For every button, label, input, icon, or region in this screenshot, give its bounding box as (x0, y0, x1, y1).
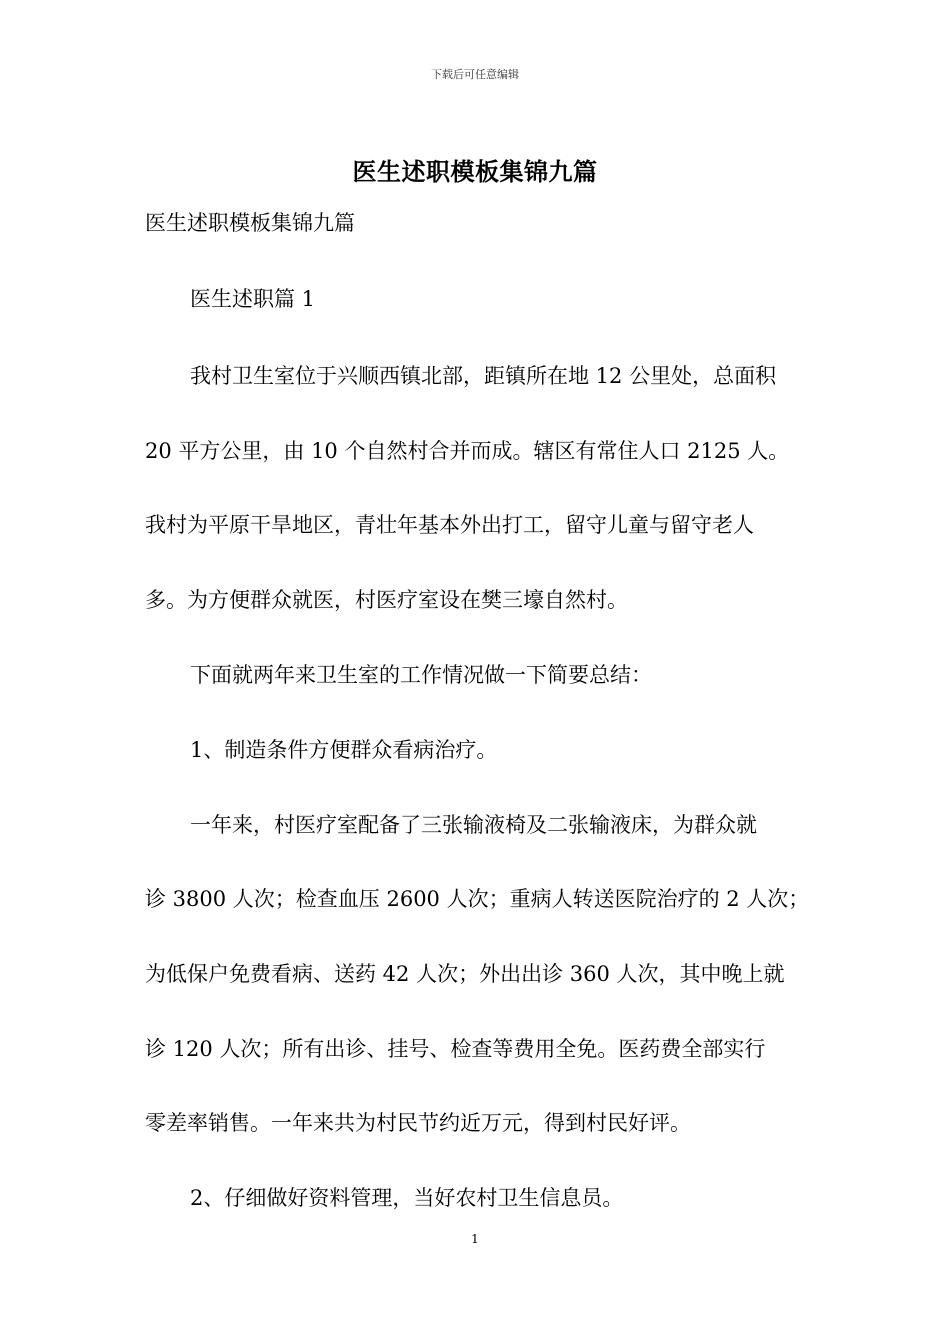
paragraph-line: 多。为方便群众就医，村医疗室设在樊三壕自然村。 (145, 588, 628, 612)
document-title: 医生述职模板集锦九篇 (352, 157, 598, 186)
paragraph-line: 我村卫生室位于兴顺西镇北部，距镇所在地 12 公里处，总面积 (190, 364, 777, 388)
paragraph-line: 20 平方公里，由 10 个自然村合并而成。辖区有常住人口 2125 人。 (145, 439, 790, 463)
section-heading: 医生述职篇 1 (190, 287, 316, 311)
header-note: 下载后可任意编辑 (431, 68, 519, 81)
list-item-heading: 2、仔细做好资料管理，当好农村卫生信息员。 (190, 1186, 624, 1210)
paragraph-line: 诊 3800 人次；检查血压 2600 人次；重病人转送医院治疗的 2 人次； (145, 887, 810, 911)
paragraph-line: 我村为平原干旱地区，青壮年基本外出打工，留守儿童与留守老人 (145, 513, 754, 537)
paragraph-line: 一年来，村医疗室配备了三张输液椅及二张输液床，为群众就 (190, 813, 757, 837)
list-item-heading: 1、制造条件方便群众看病治疗。 (190, 738, 498, 762)
paragraph-line: 诊 120 人次；所有出诊、挂号、检查等费用全免。医药费全部实行 (145, 1037, 766, 1061)
paragraph-line: 下面就两年来卫生室的工作情况做一下简要总结： (190, 663, 652, 687)
paragraph-line: 零差率销售。一年来共为村民节约近万元，得到村民好评。 (145, 1111, 691, 1135)
page-number: 1 (471, 1232, 479, 1246)
document-subtitle: 医生述职模板集锦九篇 (145, 211, 355, 235)
paragraph-line: 为低保户免费看病、送药 42 人次；外出出诊 360 人次，其中晚上就 (145, 962, 785, 986)
